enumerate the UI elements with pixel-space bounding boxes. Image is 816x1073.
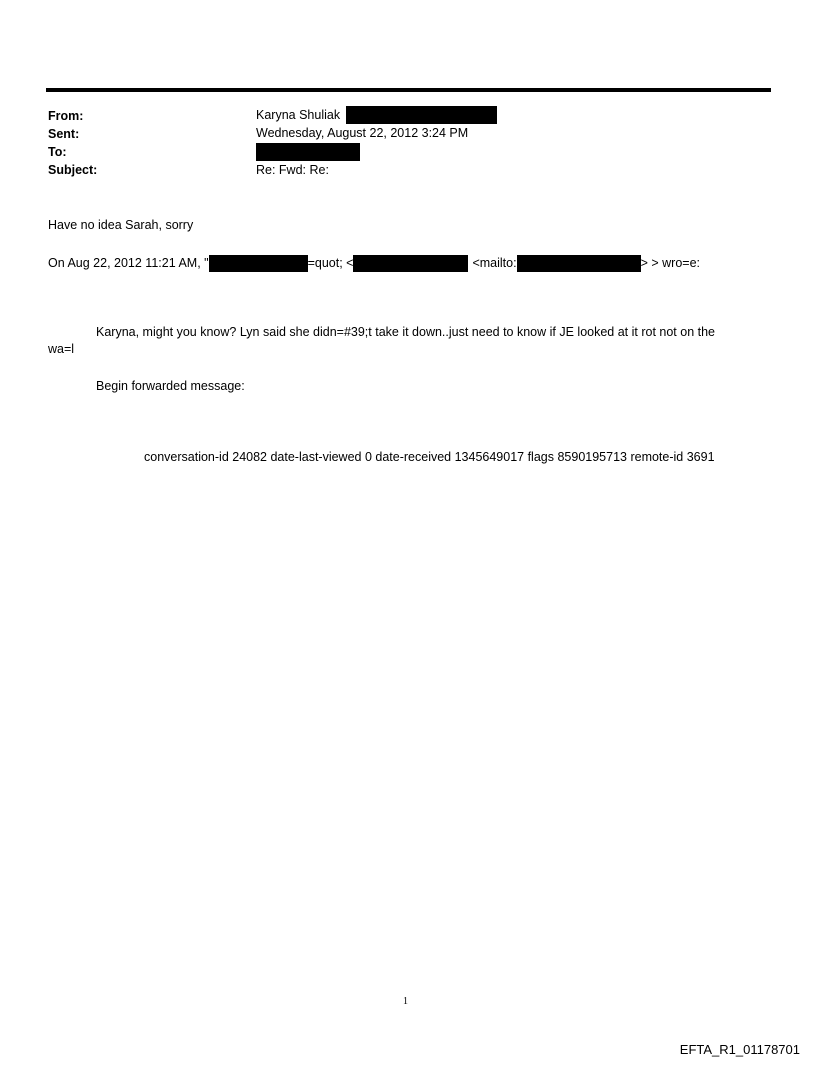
redaction-sender-name bbox=[209, 255, 308, 272]
from-value bbox=[256, 108, 497, 124]
page-number: 1 bbox=[403, 996, 408, 1007]
reply-line: Have no idea Sarah, sorry bbox=[48, 218, 194, 232]
from-label: From: bbox=[48, 109, 84, 123]
to-label: To: bbox=[48, 145, 67, 159]
quote-intro bbox=[48, 256, 700, 272]
redaction-from-email bbox=[346, 106, 497, 124]
quote-intro-part-3: <mailto: bbox=[472, 256, 517, 270]
subject-value: Re: Fwd: Re: bbox=[256, 163, 329, 177]
redaction-to-recipient bbox=[256, 143, 360, 161]
header-rule bbox=[46, 88, 771, 92]
redaction-mailto-email bbox=[517, 255, 641, 272]
quote-intro-part-2: =quot; < bbox=[307, 256, 354, 270]
quote-intro-part-4: > > wro=e: bbox=[640, 256, 700, 270]
metadata-line: conversation-id 24082 date-last-viewed 0 date-received 1345649017 flags 8590195713 remote-id 3691 bbox=[144, 450, 715, 464]
quoted-message-line2: wa=l bbox=[48, 342, 75, 356]
sent-value: Wednesday, August 22, 2012 3:24 PM bbox=[256, 126, 469, 140]
sent-label: Sent: bbox=[48, 127, 80, 141]
footer-document-id: EFTA_R1_01178701 bbox=[679, 1042, 800, 1057]
from-name: Karyna Shuliak bbox=[256, 108, 341, 122]
to-value bbox=[256, 143, 360, 161]
redaction-sender-email bbox=[353, 255, 468, 272]
subject-label: Subject: bbox=[48, 163, 98, 177]
quoted-message-line1: Karyna, might you know? Lyn said she didn=#39;t take it down..just need to know if JE looked at it rot not on the bbox=[96, 325, 716, 339]
forwarded-label: Begin forwarded message: bbox=[96, 379, 245, 393]
quote-intro-part-1: On Aug 22, 2012 11:21 AM, " bbox=[48, 256, 209, 270]
